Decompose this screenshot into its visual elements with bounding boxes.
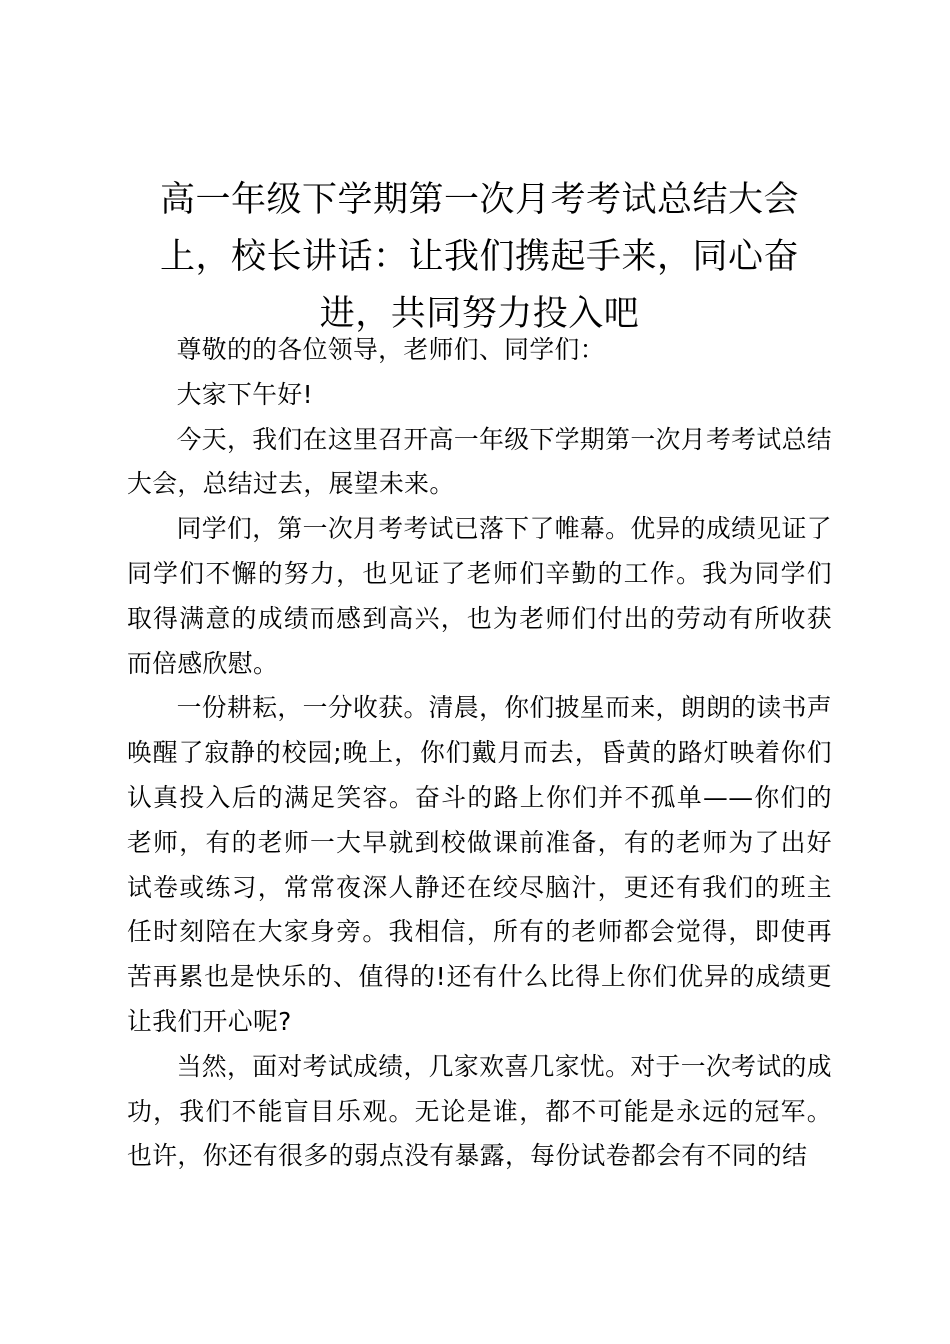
- greeting-paragraph: 大家下午好!: [176, 379, 313, 409]
- document-title: 高一年级下学期第一次月考考试总结大会上，校长讲话：让我们携起手来，同心奋进，共同努力投入吧: [159, 180, 799, 334]
- salutation-paragraph: 尊敬的的各位领导，老师们、同学们：: [176, 335, 605, 364]
- document-body: [127, 328, 832, 1179]
- body-paragraph: 今天，我们在这里召开高一年级下学期第一次月考考试总结大会，总结过去，展望未来。: [127, 424, 832, 499]
- body-paragraph: 一份耕耘，一分收获。清晨，你们披星而来，朗朗的读书声唤醒了寂静的校园;晚上，你们戴月而去，昏黄的路灯映着你们认真投入后的满足笑容。奋斗的路上你们并不孤单——你们的老师，有的老师一大早就到校做课前准备，有的老师为了出好试卷或练习，常常夜深人静还在绞尽脑汁，更还有我们的班主任时刻陪在大家身旁。我相信，所有的老师都会觉得，即使再苦再累也是快乐的、值得的!还有什么比得上你们优异的成绩更让我们开心呢?: [127, 693, 832, 1036]
- body-paragraph: 同学们，第一次月考考试已落下了帷幕。优异的成绩见证了同学们不懈的努力，也见证了老师们辛勤的工作。我为同学们取得满意的成绩而感到高兴，也为老师们付出的劳动有所收获而倍感欣慰。: [127, 514, 832, 678]
- body-paragraph: 当然，面对考试成绩，几家欢喜几家忧。对于一次考试的成功，我们不能盲目乐观。无论是谁，都不可能是永远的冠军。也许，你还有很多的弱点没有暴露，每份试卷都会有不同的结: [127, 1051, 832, 1171]
